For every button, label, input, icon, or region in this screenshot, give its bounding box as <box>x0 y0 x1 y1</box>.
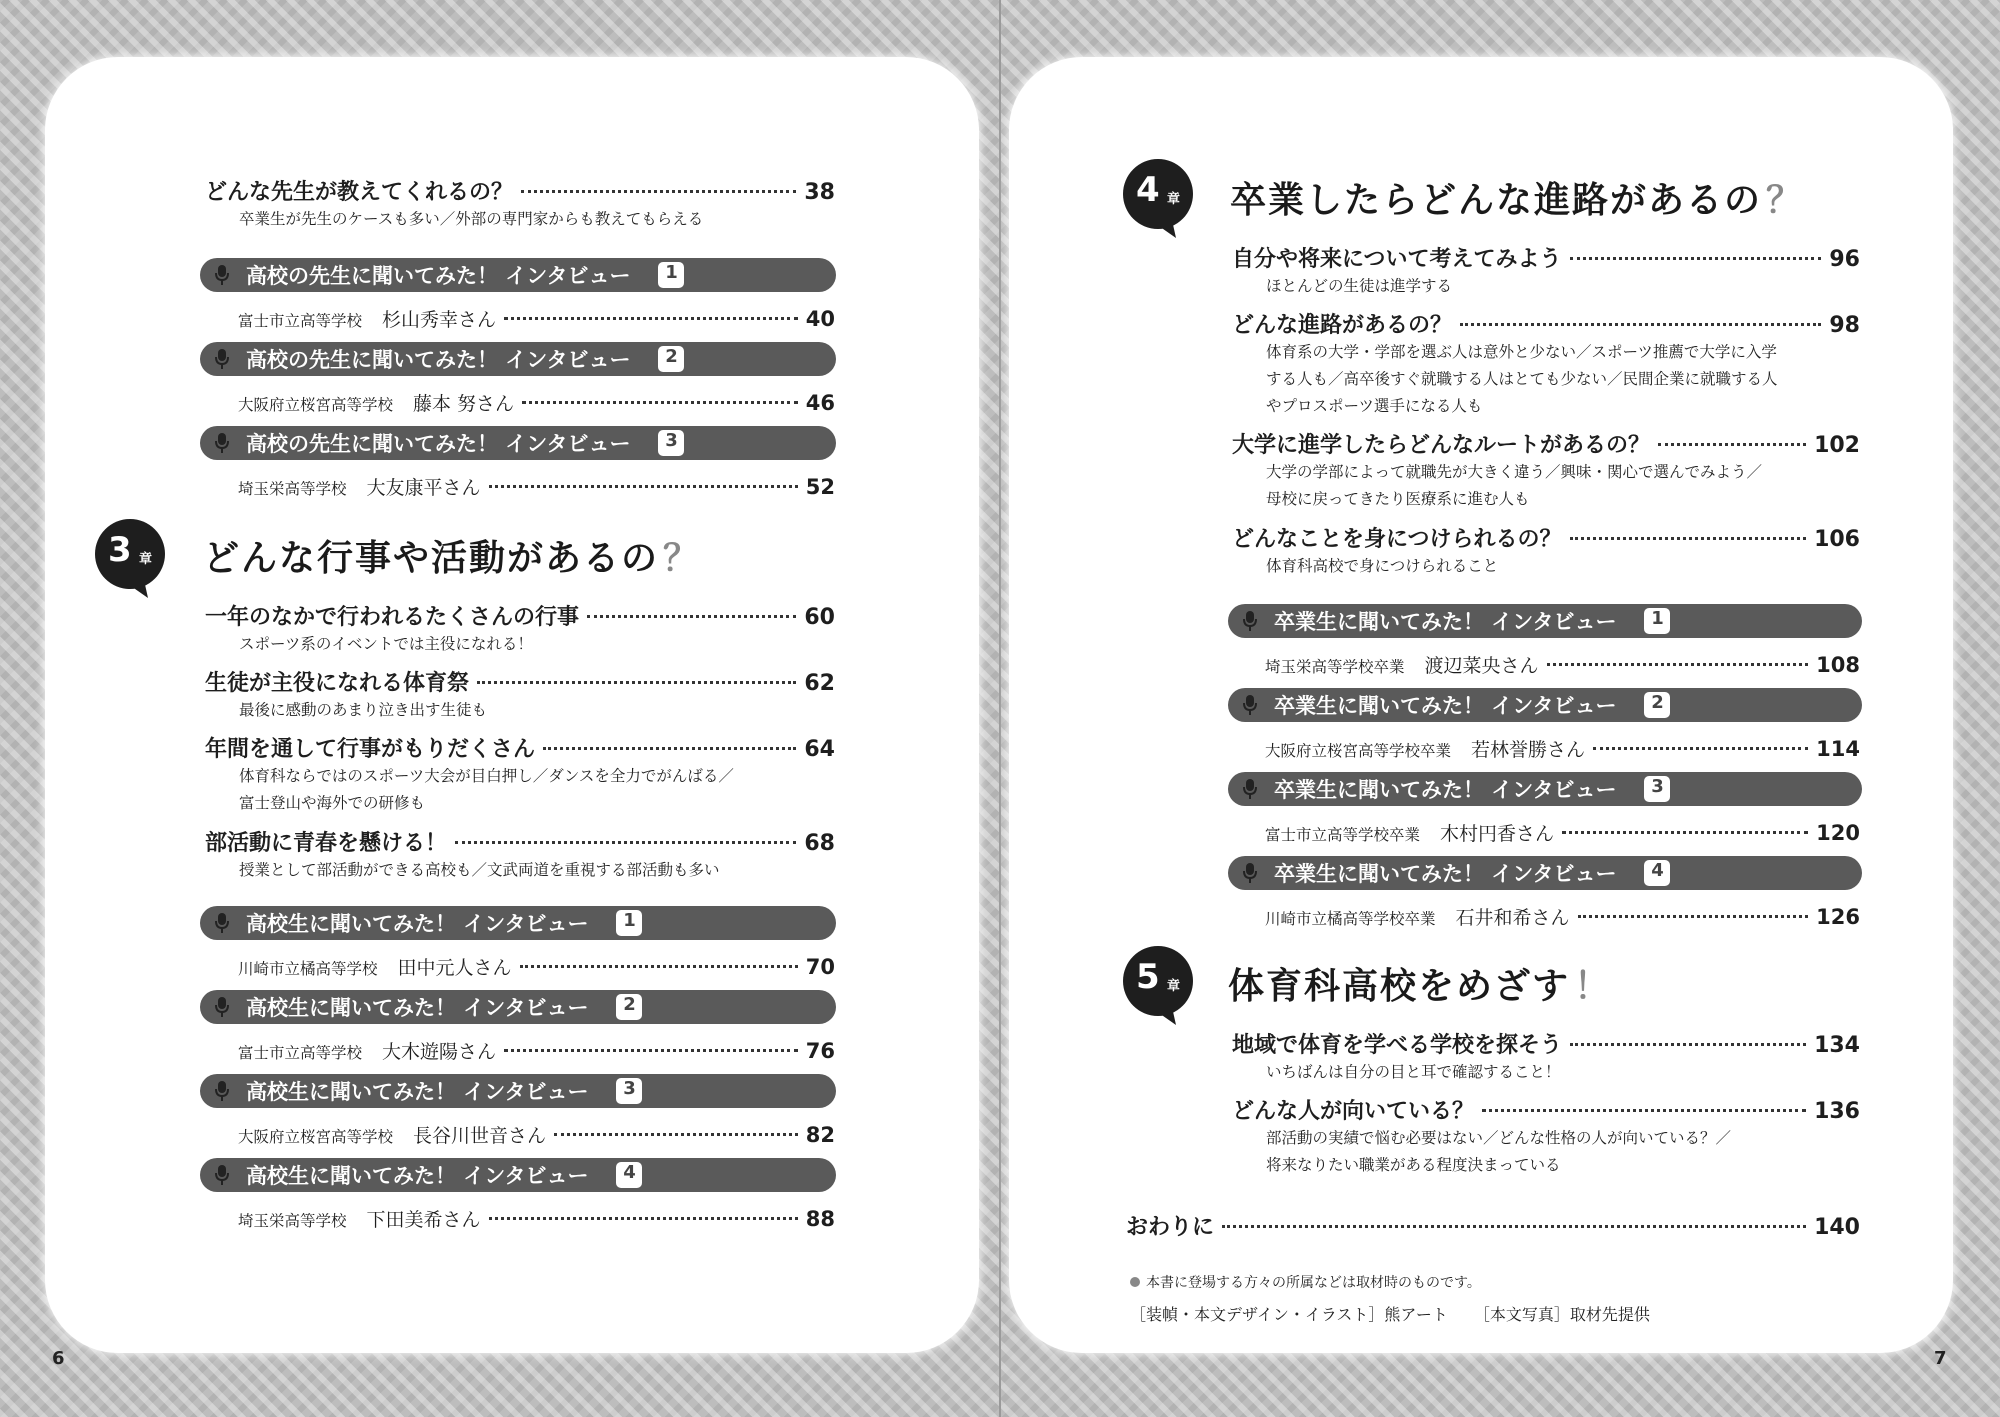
interview-entry[interactable] <box>238 305 835 332</box>
entry-page: 60 <box>804 605 835 630</box>
chapter-number: 5 <box>1136 957 1160 997</box>
entry-title: どんな進路があるの？ <box>1232 313 1453 338</box>
entry-page: 38 <box>804 180 835 205</box>
bullet-icon <box>1130 1277 1140 1287</box>
banner-label: 卒業生に聞いてみた！ インタビュー <box>1274 862 1617 886</box>
credit-design: ［装幀・本文デザイン・イラスト］熊アート <box>1130 1305 1448 1324</box>
banner-label: 高校の先生に聞いてみた！ インタビュー <box>246 264 631 288</box>
entry-title: 地域で体育を学べる学校を探そう <box>1232 1033 1563 1058</box>
leader-dots <box>1570 537 1807 540</box>
entry-title: どんなことを身につけられるの？ <box>1232 527 1562 552</box>
chapter-badge <box>1122 945 1194 1017</box>
entry-desc: 大学の学部によって就職先が大きく違う／興味・関心で選んでみよう／ <box>1266 463 1763 481</box>
microphone-icon <box>1242 610 1258 632</box>
entry-title: おわりに <box>1126 1215 1215 1240</box>
banner-label: 高校生に聞いてみた！ インタビュー <box>246 912 589 936</box>
entry-page: 134 <box>1814 1033 1860 1058</box>
interview-entry[interactable] <box>238 389 835 416</box>
banner-label: 卒業生に聞いてみた！ インタビュー <box>1274 694 1617 718</box>
entry-page: 96 <box>1829 247 1860 272</box>
toc-entry[interactable] <box>1232 242 1860 300</box>
entry-desc: 授業として部活動ができる高校も／文武両道を重視する部活動も多い <box>239 861 720 879</box>
entry-page: 106 <box>1814 527 1860 552</box>
credit-photo: ［本文写真］取材先提供 <box>1473 1305 1650 1324</box>
chapter-kanji: 章 <box>139 552 153 567</box>
toc-entry[interactable] <box>205 175 835 233</box>
toc-entry-closing[interactable] <box>1126 1210 1860 1241</box>
banner-label: 高校生に聞いてみた！ インタビュー <box>246 1164 589 1188</box>
interview-entry[interactable] <box>1265 819 1860 846</box>
interview-number: 1 <box>1644 608 1670 634</box>
leader-dots <box>587 615 796 618</box>
interview-number: 2 <box>658 346 684 372</box>
footnote-text: 本書に登場する方々の所属などは取材時のものです。 <box>1146 1275 1481 1291</box>
person-name: 木村円香さん <box>1440 823 1555 845</box>
leader-dots <box>489 1217 798 1220</box>
entry-page: 88 <box>805 1207 835 1231</box>
entry-desc: 最後に感動のあまり泣き出す生徒も <box>239 701 488 719</box>
entry-desc: する人も／高卒後すぐ就職する人はとても少ない／民間企業に就職する人 <box>1266 370 1778 388</box>
entry-page: 68 <box>804 831 835 856</box>
entry-page: 52 <box>805 475 835 499</box>
speech-bubble-icon <box>1122 945 1202 1027</box>
book-spine <box>999 0 1001 1417</box>
entry-desc: 体育科ならではのスポーツ大会が目白押し／ダンスを全力でがんばる／ <box>239 767 734 785</box>
entry-desc: ほとんどの生徒は進学する <box>1266 277 1453 295</box>
person-name: 大友康平さん <box>366 477 481 499</box>
school-name: 川崎市立橘高等学校 <box>238 960 378 978</box>
interview-number: 3 <box>616 1078 642 1104</box>
leader-dots <box>477 681 796 684</box>
toc-entry[interactable] <box>1232 1094 1860 1179</box>
school-name: 富士市立高等学校 <box>238 1044 363 1062</box>
school-name: 埼玉栄高等学校 <box>238 1212 347 1230</box>
toc-entry[interactable] <box>1232 428 1860 513</box>
chapter-title-mark: ！ <box>1574 966 1613 1007</box>
banner-label: 高校の先生に聞いてみた！ インタビュー <box>246 348 631 372</box>
leader-dots <box>521 190 796 193</box>
entry-page: 76 <box>805 1039 835 1063</box>
interview-number: 1 <box>616 910 642 936</box>
toc-entry[interactable] <box>205 600 835 658</box>
leader-dots <box>1482 1109 1806 1112</box>
entry-page: 82 <box>805 1123 835 1147</box>
school-name: 川崎市立橘高等学校卒業 <box>1265 910 1436 928</box>
interview-number: 1 <box>658 262 684 288</box>
leader-dots <box>455 841 796 844</box>
entry-title: どんな先生が教えてくれるの？ <box>205 180 514 205</box>
leader-dots <box>504 1049 798 1052</box>
person-name: 田中元人さん <box>397 957 512 979</box>
chapter-number: 3 <box>108 530 132 570</box>
leader-dots <box>1222 1225 1806 1228</box>
entry-page: 102 <box>1814 433 1860 458</box>
banner-label: 卒業生に聞いてみた！ インタビュー <box>1274 778 1617 802</box>
interview-banner <box>1228 688 1862 722</box>
person-name: 若林誉勝さん <box>1471 739 1586 761</box>
entry-title: 年間を通して行事がもりだくさん <box>205 737 536 762</box>
speech-bubble-icon <box>94 518 174 600</box>
interview-banner <box>1228 604 1862 638</box>
person-name: 渡辺菜央さん <box>1424 655 1539 677</box>
chapter-number: 4 <box>1136 170 1160 210</box>
entry-title: 一年のなかで行われるたくさんの行事 <box>205 605 580 630</box>
credits <box>1130 1302 1650 1325</box>
entry-page: 70 <box>805 955 835 979</box>
interview-number: 3 <box>1644 776 1670 802</box>
banner-label: 高校生に聞いてみた！ インタビュー <box>246 1080 589 1104</box>
leader-dots <box>522 401 798 404</box>
entry-desc: 体育系の大学・学部を選ぶ人は意外と少ない／スポーツ推薦で大学に入学 <box>1266 343 1777 361</box>
microphone-icon <box>214 1164 230 1186</box>
leader-dots <box>554 1133 798 1136</box>
entry-title: どんな人が向いている？ <box>1232 1099 1475 1124</box>
microphone-icon <box>1242 862 1258 884</box>
leader-dots <box>504 317 798 320</box>
school-name: 富士市立高等学校卒業 <box>1265 826 1421 844</box>
entry-title: 部活動に青春を懸ける！ <box>205 831 448 856</box>
speech-bubble-icon <box>1122 158 1202 240</box>
entry-desc: 部活動の実績で悩む必要はない／どんな性格の人が向いている？／ <box>1266 1129 1732 1147</box>
microphone-icon <box>214 1080 230 1102</box>
leader-dots <box>489 485 798 488</box>
interview-banner <box>1228 856 1862 890</box>
person-name: 長谷川世音さん <box>413 1125 547 1147</box>
banner-label: 高校の先生に聞いてみた！ インタビュー <box>246 432 631 456</box>
interview-banner <box>1228 772 1862 806</box>
microphone-icon <box>214 996 230 1018</box>
school-name: 富士市立高等学校 <box>238 312 363 330</box>
chapter-title-mark: ？ <box>663 538 702 579</box>
interview-banner <box>200 258 836 292</box>
person-name: 大木遊陽さん <box>382 1041 497 1063</box>
toc-entry[interactable] <box>205 732 835 817</box>
leader-dots <box>1562 831 1808 834</box>
microphone-icon <box>214 432 230 454</box>
chapter-title-mark: ？ <box>1766 180 1805 221</box>
chapter-title-text: 卒業したらどんな進路があるの <box>1230 180 1763 221</box>
interview-entry[interactable] <box>1265 651 1860 678</box>
entry-desc: やプロスポーツ選手になる人も <box>1266 397 1483 415</box>
entry-page: 136 <box>1814 1099 1860 1124</box>
chapter-title-text: どんな行事や活動があるの <box>203 538 660 579</box>
chapter-title <box>203 530 701 581</box>
toc-entry[interactable] <box>1232 522 1860 580</box>
entry-page: 108 <box>1816 653 1860 677</box>
interview-entry[interactable] <box>238 1205 835 1232</box>
leader-dots <box>1593 747 1808 750</box>
school-name: 大阪府立桜宮高等学校 <box>238 1128 394 1146</box>
microphone-icon <box>214 348 230 370</box>
entry-desc: 卒業生が先生のケースも多い／外部の専門家からも教えてもらえる <box>239 210 704 228</box>
interview-number: 4 <box>1644 860 1670 886</box>
toc-entry[interactable] <box>205 826 835 884</box>
entry-desc: いちばんは自分の目と耳で確認すること！ <box>1266 1063 1561 1081</box>
leader-dots <box>1547 663 1809 666</box>
interview-entry[interactable] <box>238 1037 835 1064</box>
page-number: 6 <box>52 1348 65 1369</box>
interview-number: 2 <box>616 994 642 1020</box>
banner-label: 高校生に聞いてみた！ インタビュー <box>246 996 589 1020</box>
leader-dots <box>1658 443 1806 446</box>
entry-page: 40 <box>805 307 835 331</box>
leader-dots <box>1570 257 1822 260</box>
entry-page: 114 <box>1816 737 1860 761</box>
banner-label: 卒業生に聞いてみた！ インタビュー <box>1274 610 1617 634</box>
chapter-kanji: 章 <box>1167 192 1181 207</box>
school-name: 埼玉栄高等学校卒業 <box>1265 658 1405 676</box>
interview-entry[interactable] <box>238 473 835 500</box>
entry-title: 自分や将来について考えてみよう <box>1232 247 1562 272</box>
interview-banner <box>200 906 836 940</box>
interview-entry[interactable] <box>1265 903 1860 930</box>
school-name: 埼玉栄高等学校 <box>238 480 347 498</box>
entry-page: 46 <box>805 391 835 415</box>
interview-banner <box>200 1074 836 1108</box>
school-name: 大阪府立桜宮高等学校 <box>238 396 394 414</box>
interview-entry[interactable] <box>238 953 835 980</box>
school-name: 大阪府立桜宮高等学校卒業 <box>1265 742 1452 760</box>
interview-banner <box>200 426 836 460</box>
toc-entry[interactable] <box>1232 308 1860 420</box>
toc-entry[interactable] <box>1232 1028 1860 1086</box>
leader-dots <box>1460 323 1821 326</box>
entry-page: 120 <box>1816 821 1860 845</box>
chapter-title <box>1230 172 1804 223</box>
person-name: 藤本 努さん <box>413 393 515 415</box>
chapter-badge <box>94 518 166 590</box>
page-number: 7 <box>1934 1348 1947 1369</box>
entry-page: 98 <box>1829 313 1860 338</box>
microphone-icon <box>1242 694 1258 716</box>
leader-dots <box>1570 1043 1806 1046</box>
interview-number: 2 <box>1644 692 1670 718</box>
person-name: 下田美希さん <box>366 1209 481 1231</box>
chapter-title <box>1228 958 1612 1009</box>
chapter-kanji: 章 <box>1167 979 1181 994</box>
interview-entry[interactable] <box>238 1121 835 1148</box>
person-name: 杉山秀幸さん <box>382 309 497 331</box>
entry-page: 126 <box>1816 905 1860 929</box>
interview-banner <box>200 990 836 1024</box>
interview-number: 3 <box>658 430 684 456</box>
leader-dots <box>520 965 798 968</box>
entry-desc: 母校に戻ってきたり医療系に進む人も <box>1266 490 1530 508</box>
footnote <box>1130 1272 1481 1292</box>
interview-banner <box>200 1158 836 1192</box>
microphone-icon <box>214 912 230 934</box>
entry-title: 生徒が主役になれる体育祭 <box>205 671 470 696</box>
leader-dots <box>1578 915 1809 918</box>
leader-dots <box>543 747 796 750</box>
entry-desc: 体育科高校で身につけられること <box>1266 557 1499 575</box>
toc-entry[interactable] <box>205 666 835 724</box>
entry-desc: 将来なりたい職業がある程度決まっている <box>1266 1156 1561 1174</box>
chapter-badge <box>1122 158 1194 230</box>
interview-number: 4 <box>616 1162 642 1188</box>
microphone-icon <box>214 264 230 286</box>
interview-banner <box>200 342 836 376</box>
entry-page: 62 <box>804 671 835 696</box>
entry-title: 大学に進学したらどんなルートがあるの？ <box>1232 433 1651 458</box>
entry-desc: 富士登山や海外での研修も <box>239 794 426 812</box>
chapter-title-text: 体育科高校をめざす <box>1228 966 1571 1007</box>
interview-entry[interactable] <box>1265 735 1860 762</box>
entry-page: 140 <box>1814 1215 1860 1240</box>
person-name: 石井和希さん <box>1455 907 1570 929</box>
microphone-icon <box>1242 778 1258 800</box>
entry-page: 64 <box>804 737 835 762</box>
entry-desc: スポーツ系のイベントでは主役になれる！ <box>239 635 533 653</box>
